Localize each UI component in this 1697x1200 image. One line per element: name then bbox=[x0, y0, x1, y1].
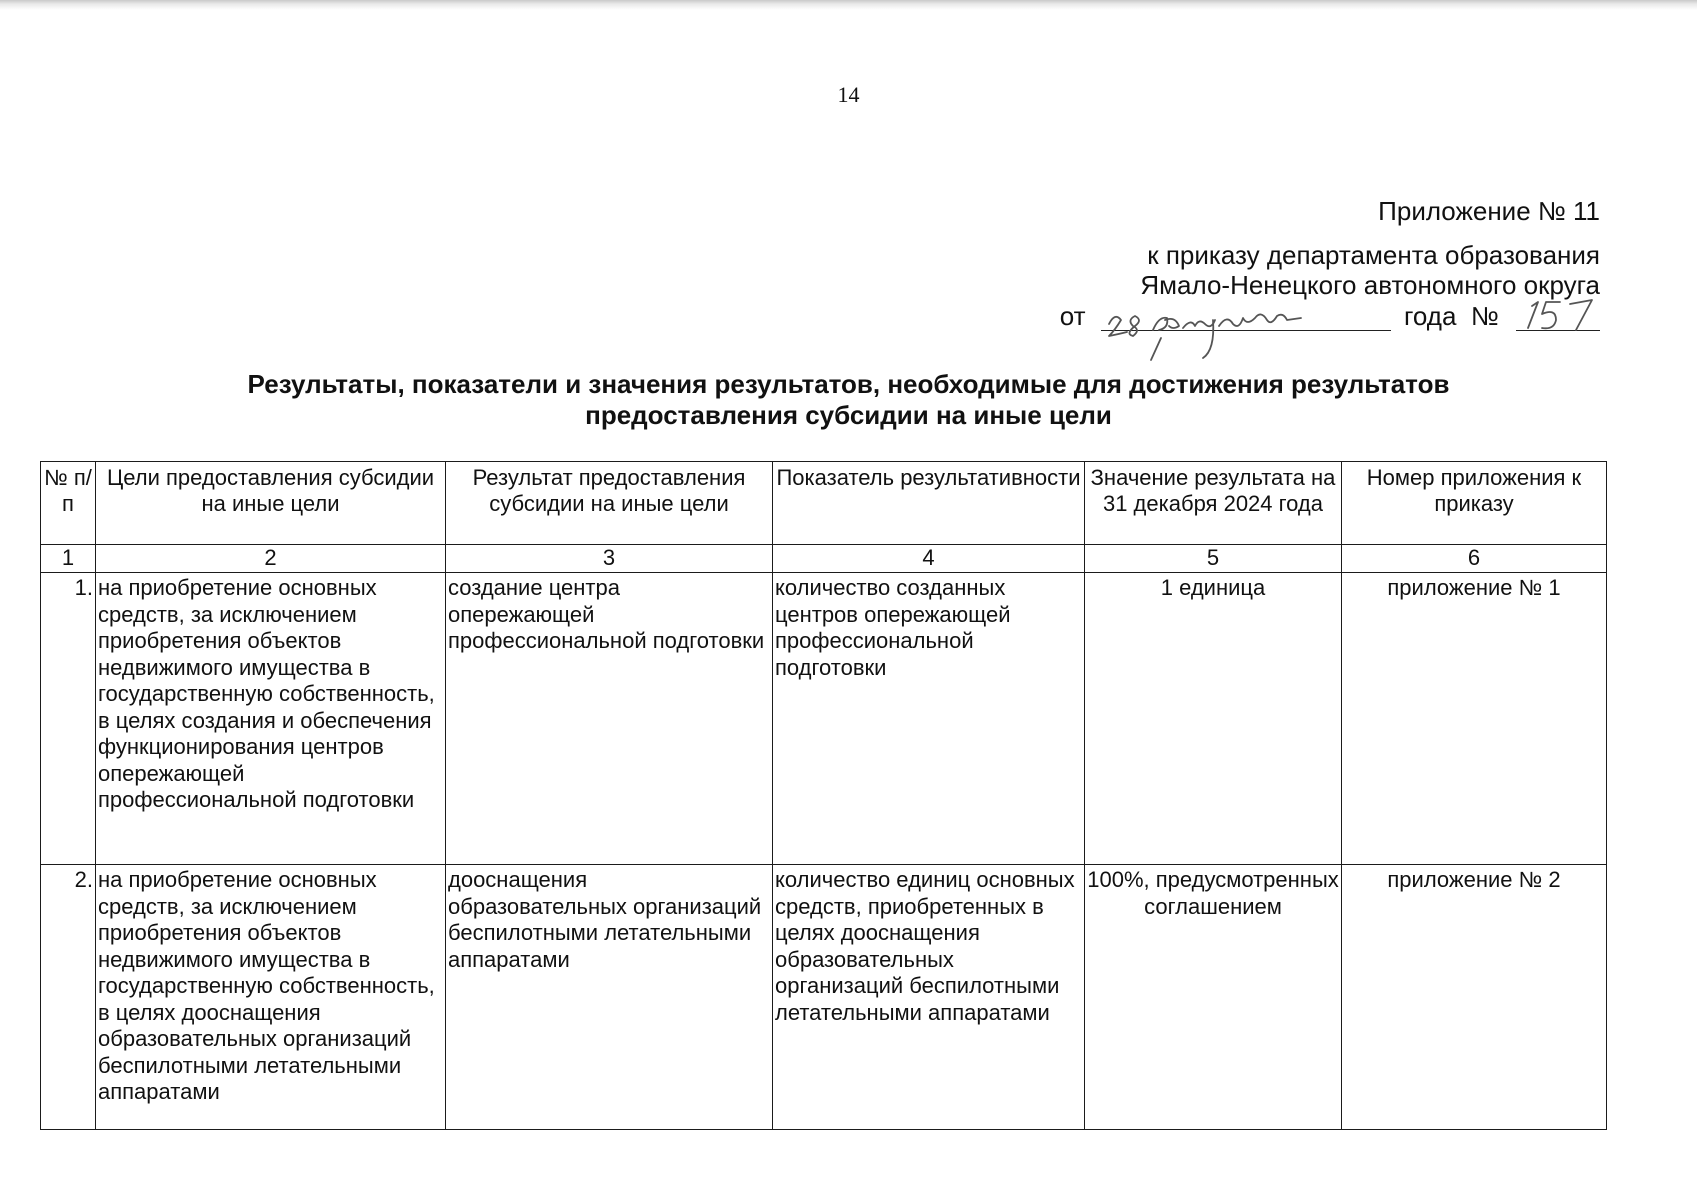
row-appendix-ref: приложение № 2 bbox=[1342, 865, 1607, 1130]
appendix-title: Приложение № 11 bbox=[1378, 196, 1600, 226]
year-label: года bbox=[1403, 301, 1457, 331]
results-table bbox=[40, 461, 1607, 1130]
number-label: № bbox=[1470, 301, 1499, 331]
row-number: 1. bbox=[41, 573, 96, 865]
row-result: дооснащения образовательных организаций беспилотными летательными аппаратами bbox=[446, 865, 773, 1130]
header-appendix-ref: Номер приложения к приказу bbox=[1342, 462, 1607, 545]
row-appendix-ref: приложение № 1 bbox=[1342, 573, 1607, 865]
handwritten-number bbox=[1516, 294, 1600, 334]
header-result: Результат предоставления субсидии на иные цели bbox=[446, 462, 773, 545]
column-number-row bbox=[41, 545, 1607, 573]
row-number: 2. bbox=[41, 865, 96, 1130]
column-number: 1 bbox=[41, 545, 96, 573]
row-value: 1 единица bbox=[1085, 573, 1342, 865]
order-date-line bbox=[1060, 300, 1600, 331]
table-row bbox=[41, 573, 1607, 865]
row-indicator: количество созданных центров опережающей профессиональной подготовки bbox=[773, 573, 1085, 865]
scan-top-edge bbox=[0, 0, 1697, 10]
column-number: 5 bbox=[1085, 545, 1342, 573]
column-number: 3 bbox=[446, 545, 773, 573]
header-value: Значение результата на 31 декабря 2024 года bbox=[1085, 462, 1342, 545]
document-title-line-1: Результаты, показатели и значения результатов, необходимые для достижения результатов bbox=[247, 369, 1450, 399]
appendix-line-1: к приказу департамента образования bbox=[1147, 240, 1600, 270]
appendix-line-2: Ямало-Ненецкого автономного округа bbox=[1140, 270, 1600, 300]
header-goal: Цели предоставления субсидии на иные цели bbox=[96, 462, 446, 545]
table-header-row bbox=[41, 462, 1607, 545]
handwritten-date-signature bbox=[1101, 294, 1391, 356]
document-title bbox=[0, 369, 1697, 431]
page-number: 14 bbox=[837, 82, 860, 107]
header-indicator: Показатель результативности bbox=[773, 462, 1085, 545]
row-goal: на приобретение основных средств, за исключением приобретения объектов недвижимого имущества в государственную собственность, в целях дооснащения образовательных организаций беспилотными летательными аппаратами bbox=[96, 865, 446, 1130]
row-result: создание центра опережающей профессиональной подготовки bbox=[446, 573, 773, 865]
column-number: 6 bbox=[1342, 545, 1607, 573]
document-title-line-2: предоставления субсидии на иные цели bbox=[585, 400, 1112, 430]
row-goal: на приобретение основных средств, за исключением приобретения объектов недвижимого имущества в государственную собственность, в целях создания и обеспечения функционирования центров опережающей профессиональной подготовки bbox=[96, 573, 446, 865]
appendix-block bbox=[1060, 196, 1600, 331]
date-field bbox=[1101, 300, 1391, 331]
column-number: 2 bbox=[96, 545, 446, 573]
number-field bbox=[1516, 300, 1600, 331]
from-label: от bbox=[1059, 301, 1086, 331]
row-value: 100%, предусмотренных соглашением bbox=[1085, 865, 1342, 1130]
table-row bbox=[41, 865, 1607, 1130]
header-number: № п/п bbox=[41, 462, 96, 545]
column-number: 4 bbox=[773, 545, 1085, 573]
row-indicator: количество единиц основных средств, приобретенных в целях дооснащения образовательных организаций беспилотными летательными аппаратами bbox=[773, 865, 1085, 1130]
